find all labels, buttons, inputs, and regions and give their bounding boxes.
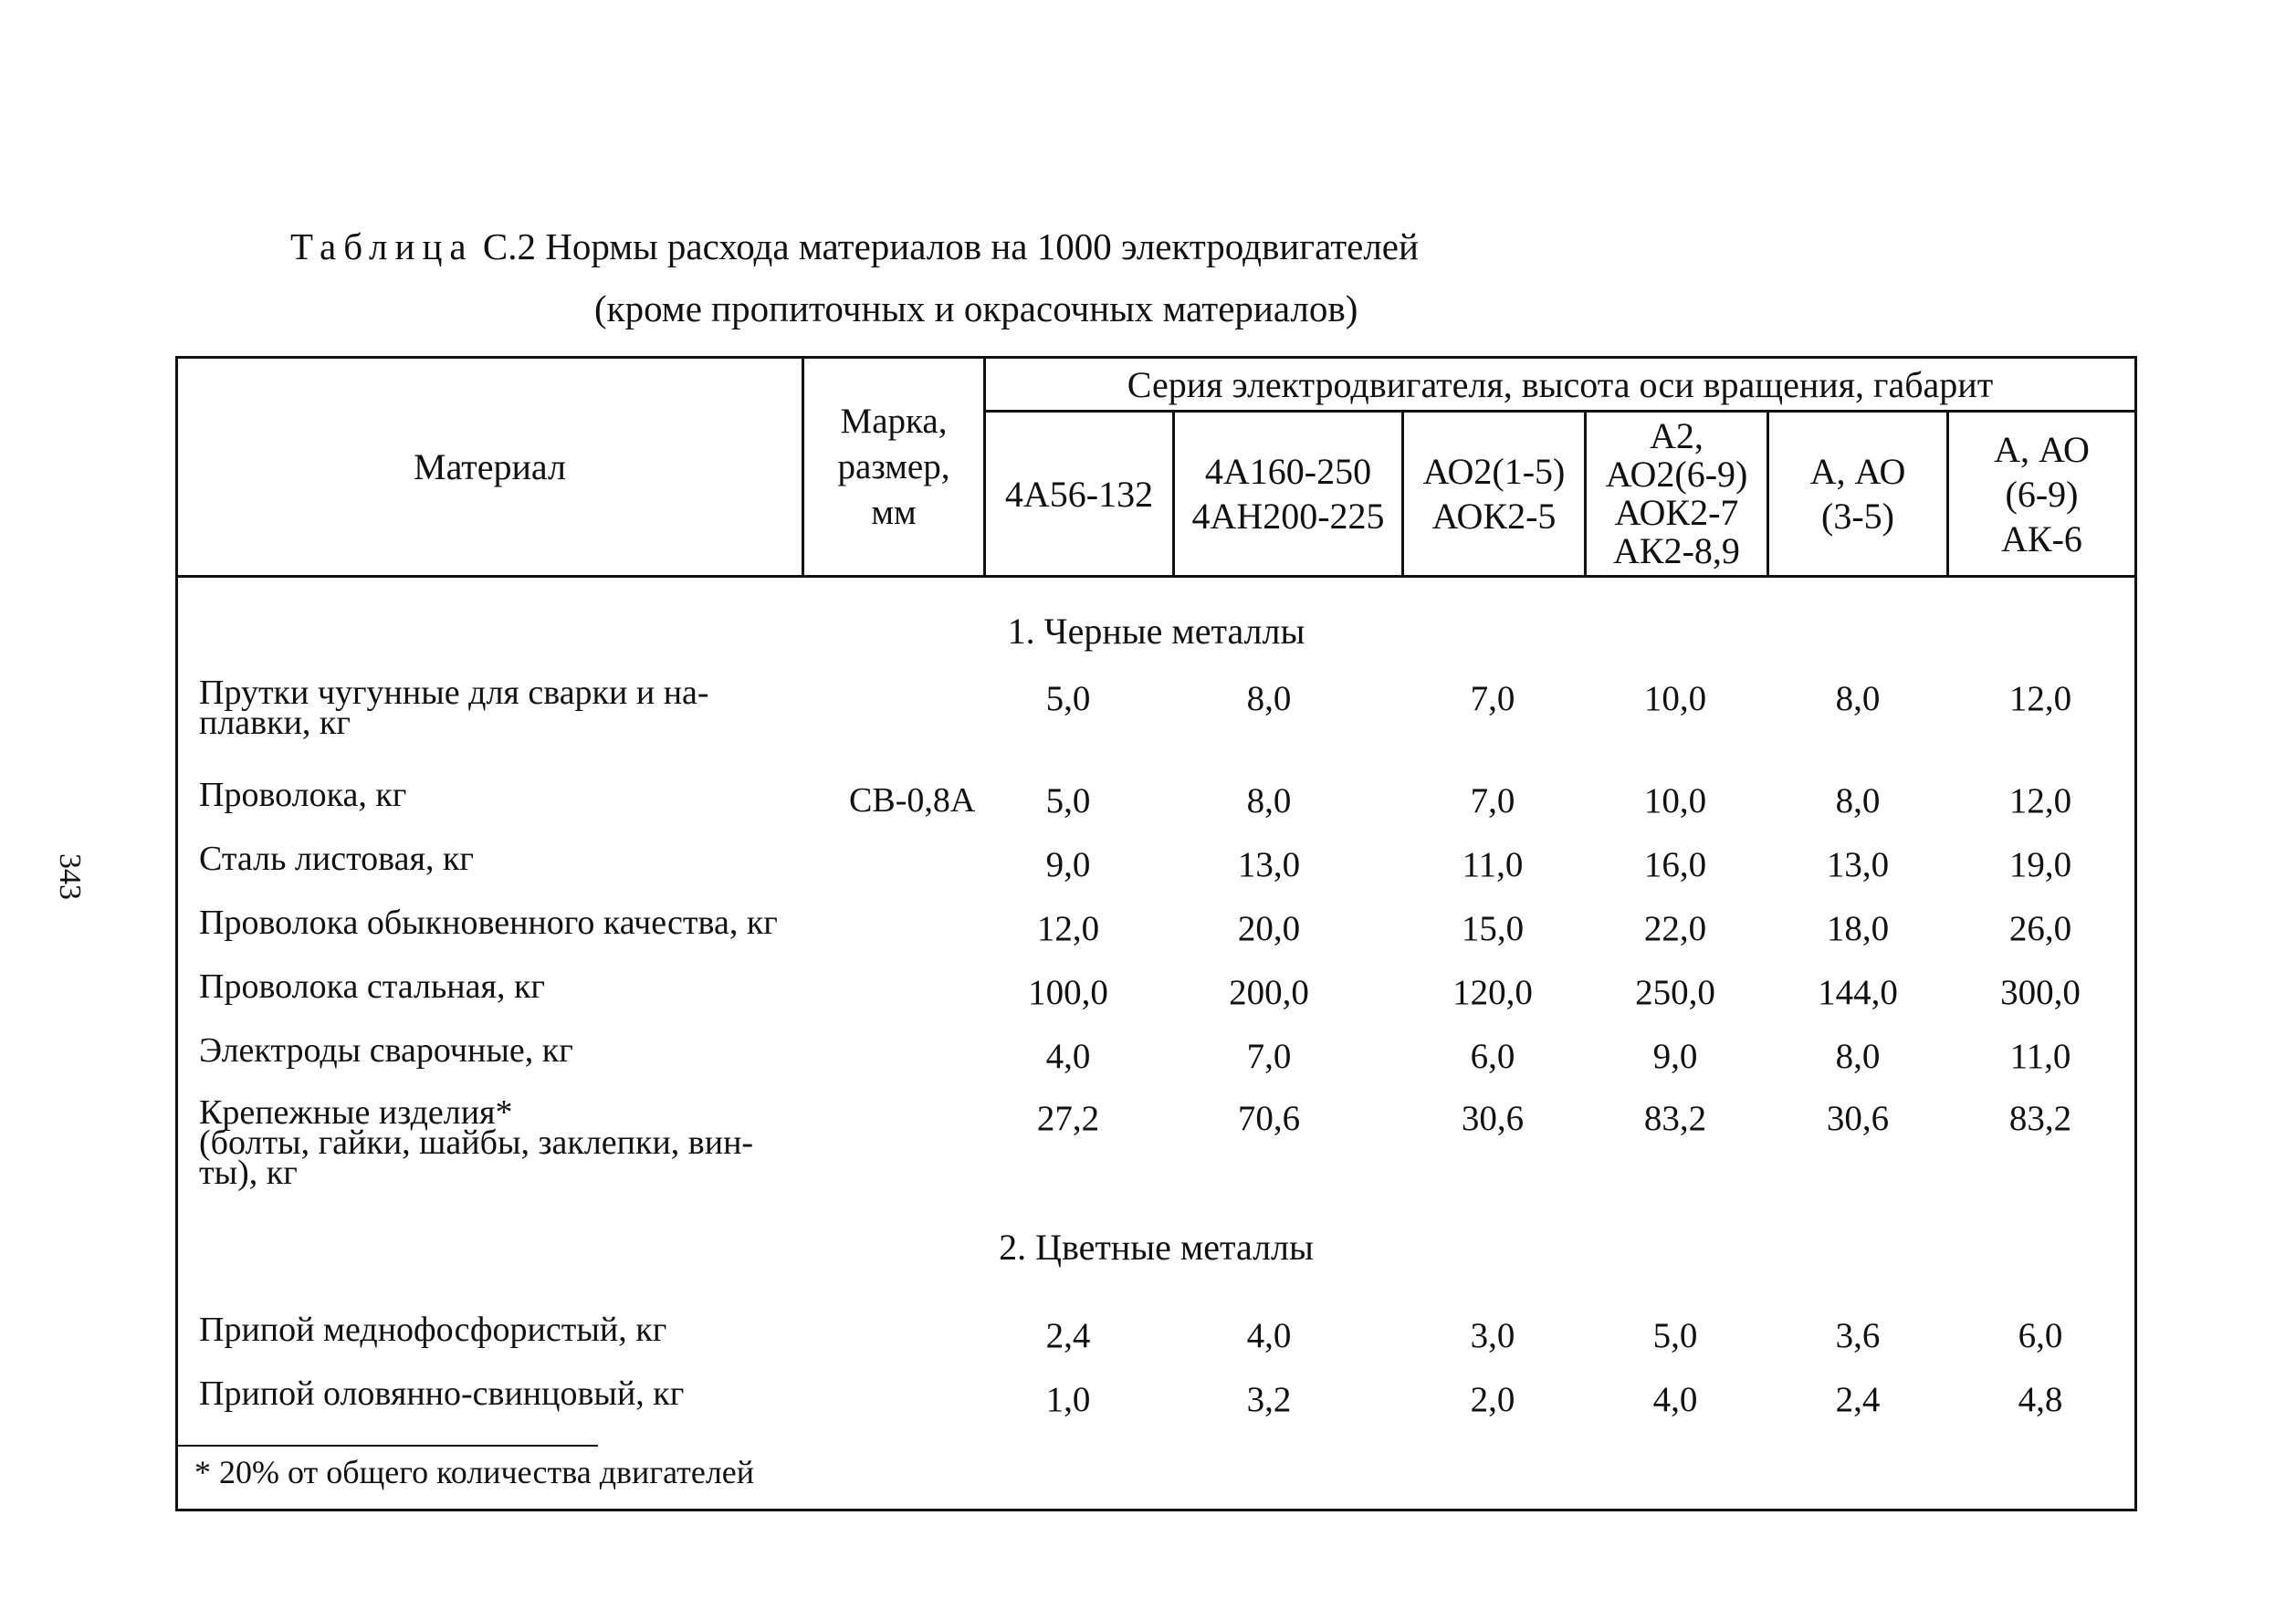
header-series-1	[986, 413, 1172, 575]
series-3-line-2: АОК2-5	[1431, 496, 1557, 537]
caption-title: С.2 Нормы расхода материалов на 1000 электродвигателей	[482, 225, 1419, 267]
row-value: 83,2	[2008, 1099, 2072, 1138]
row-value: 3,0	[1470, 1316, 1515, 1355]
row-value: 6,0	[2018, 1316, 2063, 1355]
row-value: 100,0	[1028, 973, 1108, 1012]
row-value: 7,0	[1246, 1037, 1292, 1076]
row-material: Проволока обыкновенного качества, кг	[199, 904, 778, 942]
row-value: 10,0	[1643, 679, 1707, 718]
row-value: 83,2	[1643, 1099, 1707, 1138]
row-value: 12,0	[2008, 679, 2072, 718]
row-material: Сталь листовая, кг	[199, 840, 475, 878]
row-value: 26,0	[2008, 909, 2072, 948]
row-material: Прутки чугунные для сварки и на- плавки, кг	[199, 674, 709, 742]
row-value: 2,0	[1470, 1380, 1515, 1419]
row-value: 22,0	[1643, 909, 1707, 948]
row-value: 27,2	[1036, 1099, 1100, 1138]
caption-prefix: Таблица	[290, 225, 474, 267]
header-series-6	[1949, 413, 2134, 575]
row-value: 70,6	[1237, 1099, 1301, 1138]
footnote: * 20% от общего количества двигателей	[194, 1454, 755, 1490]
row-value: 5,0	[1045, 781, 1091, 820]
row-value: 120,0	[1452, 973, 1533, 1012]
series-1-line-1: 4А56-132	[1004, 473, 1154, 515]
row-value: 8,0	[1246, 781, 1292, 820]
page-number: 343	[53, 853, 87, 900]
row-value: 6,0	[1470, 1037, 1515, 1076]
row-grade: СВ-0,8А	[849, 781, 976, 820]
row-value: 4,8	[2018, 1380, 2063, 1419]
row-material: Припой оловянно-свинцовый, кг	[199, 1374, 685, 1413]
row-value: 4,0	[1246, 1316, 1292, 1355]
row-value: 3,6	[1835, 1316, 1881, 1355]
series-2-line-1: 4А160-250	[1204, 451, 1372, 492]
row-value: 7,0	[1470, 781, 1515, 820]
series-6-line-3: АК-6	[2001, 517, 2082, 559]
row-material: Крепежные изделия* (болты, гайки, шайбы, заклепки, вин- ты), кг	[199, 1093, 754, 1192]
series-4-line-3: АОК2-7	[1614, 492, 1739, 533]
row-value: 30,6	[1461, 1099, 1525, 1138]
row-value: 15,0	[1461, 909, 1525, 948]
row-value: 1,0	[1045, 1380, 1091, 1419]
row-value: 8,0	[1246, 679, 1292, 718]
row-value: 16,0	[1643, 845, 1707, 884]
row-value: 30,6	[1826, 1099, 1890, 1138]
series-4-line-2: АО2(6-9)	[1605, 454, 1748, 495]
row-value: 18,0	[1826, 909, 1890, 948]
series-5-line-1: А, АО	[1809, 451, 1906, 492]
row-value: 9,0	[1652, 1037, 1698, 1076]
series-3-line-1: АО2(1-5)	[1422, 451, 1566, 492]
row-value: 11,0	[2009, 1037, 2071, 1076]
row-value: 8,0	[1835, 1037, 1881, 1076]
row-value: 2,4	[1835, 1380, 1881, 1419]
caption-subtitle: (кроме пропиточных и окрасочных материалов)	[594, 287, 1358, 329]
row-value: 12,0	[1036, 909, 1100, 948]
row-value: 9,0	[1045, 845, 1091, 884]
row-value: 8,0	[1835, 679, 1881, 718]
series-2-line-2: 4АН200-225	[1191, 496, 1385, 537]
header-material: Материал	[414, 446, 566, 487]
row-value: 300,0	[2000, 973, 2081, 1012]
series-6-line-1: А, АО	[1994, 428, 2090, 470]
row-value: 7,0	[1470, 679, 1515, 718]
row-value: 250,0	[1635, 973, 1715, 1012]
materials-table	[175, 356, 2137, 1511]
header-grade	[804, 359, 983, 575]
footnote-rule	[178, 1445, 598, 1447]
header-series-5	[1769, 413, 1946, 575]
row-value: 19,0	[2008, 845, 2072, 884]
row-value: 8,0	[1835, 781, 1881, 820]
row-value: 144,0	[1818, 973, 1898, 1012]
series-6-line-2: (6-9)	[2005, 473, 2079, 515]
row-value: 12,0	[2008, 781, 2072, 820]
row-value: 13,0	[1237, 845, 1301, 884]
section-title: 2. Цветные металлы	[999, 1227, 1314, 1268]
row-value: 3,2	[1246, 1380, 1292, 1419]
row-value: 10,0	[1643, 781, 1707, 820]
row-material: Проволока, кг	[199, 776, 407, 814]
row-value: 4,0	[1652, 1380, 1698, 1419]
row-value: 200,0	[1229, 973, 1309, 1012]
row-value: 4,0	[1045, 1037, 1091, 1076]
table-caption	[290, 224, 1419, 269]
row-value: 5,0	[1045, 679, 1091, 718]
row-material: Электроды сварочные, кг	[199, 1031, 573, 1070]
row-material: Припой меднофосфористый, кг	[199, 1311, 667, 1349]
header-series-3	[1404, 413, 1584, 575]
row-value: 5,0	[1652, 1316, 1698, 1355]
row-value: 13,0	[1826, 845, 1890, 884]
series-4-line-4: АК2-8,9	[1613, 530, 1740, 571]
header-series-4	[1587, 413, 1767, 575]
row-value: 2,4	[1045, 1316, 1091, 1355]
row-value: 11,0	[1462, 845, 1524, 884]
row-value: 20,0	[1237, 909, 1301, 948]
row-material: Проволока стальная, кг	[199, 967, 545, 1006]
header-series-group: Серия электродвигателя, высота оси вращения, габарит	[1127, 363, 1994, 405]
series-5-line-2: (3-5)	[1821, 496, 1894, 537]
series-4-line-1: А2,	[1650, 415, 1704, 456]
header-grade-text: Марка, размер, мм	[837, 401, 950, 532]
section-title: 1. Черные металлы	[1007, 611, 1305, 652]
header-series-2	[1175, 413, 1401, 575]
